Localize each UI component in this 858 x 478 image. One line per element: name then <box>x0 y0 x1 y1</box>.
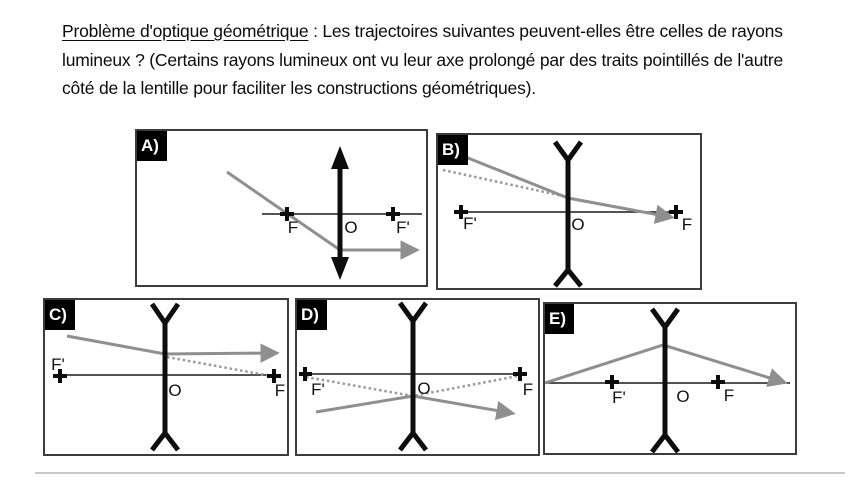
panel-b <box>436 133 702 290</box>
lens-arrow-down-icon <box>331 257 349 280</box>
diverging-lens <box>652 309 678 452</box>
light-ray <box>458 154 670 217</box>
ray-extension-dotted <box>443 170 563 196</box>
problem-line3: côté de la lentille pour faciliter les constructions géométriques). <box>62 78 536 98</box>
panel-d-diagram <box>297 300 538 454</box>
right-focus-label: F' <box>396 218 410 237</box>
focus-marker-left <box>605 375 619 389</box>
right-focus-label: F <box>274 381 286 400</box>
focus-marker-left <box>299 367 312 381</box>
center-label: O <box>168 381 182 400</box>
right-focus-label: F <box>522 380 534 399</box>
light-ray <box>67 336 275 354</box>
page-bottom-rule <box>35 472 845 474</box>
left-focus-label: F' <box>311 380 325 399</box>
diverging-lens <box>400 303 426 450</box>
right-focus-label: F <box>681 215 693 234</box>
focus-marker-right <box>513 367 527 381</box>
ray-extension-dotted <box>167 357 271 376</box>
left-focus-label: F <box>287 218 299 237</box>
panel-e-label: E) <box>545 304 574 334</box>
diverging-lens <box>152 304 178 450</box>
left-focus-label: F' <box>463 214 477 233</box>
left-focus-label: F' <box>51 355 65 374</box>
lens-arrow-up-icon <box>331 146 349 169</box>
diverging-lens <box>555 142 581 286</box>
left-focus-label: F' <box>612 388 626 407</box>
panel-d <box>295 298 540 456</box>
problem-line1-rest: : Les trajectoires suivantes peuvent-elles être celles de rayons <box>308 21 783 41</box>
center-label: O <box>344 218 358 237</box>
panel-b-label: B) <box>438 135 468 165</box>
right-focus-label: F <box>723 386 735 405</box>
panel-a <box>135 129 428 287</box>
panel-e <box>543 302 797 455</box>
panel-b-diagram <box>438 135 700 288</box>
problem-line2: lumineux ? (Certains rayons lumineux ont vu leur axe prolongé par des traits pointillés de l'autre <box>62 49 784 70</box>
problem-title: Problème d'optique géométrique <box>62 21 309 41</box>
panel-a-diagram <box>137 131 426 285</box>
panel-d-label: D) <box>297 300 327 330</box>
panel-c <box>43 298 289 456</box>
incident-ray <box>227 172 340 250</box>
center-label: O <box>571 215 585 234</box>
panel-a-label: A) <box>137 131 167 161</box>
center-label: O <box>417 379 431 398</box>
panel-e-diagram <box>545 304 795 453</box>
center-label: O <box>676 387 690 406</box>
panel-c-label: C) <box>45 300 75 330</box>
problem-statement <box>62 17 854 103</box>
panel-c-diagram <box>45 300 287 454</box>
